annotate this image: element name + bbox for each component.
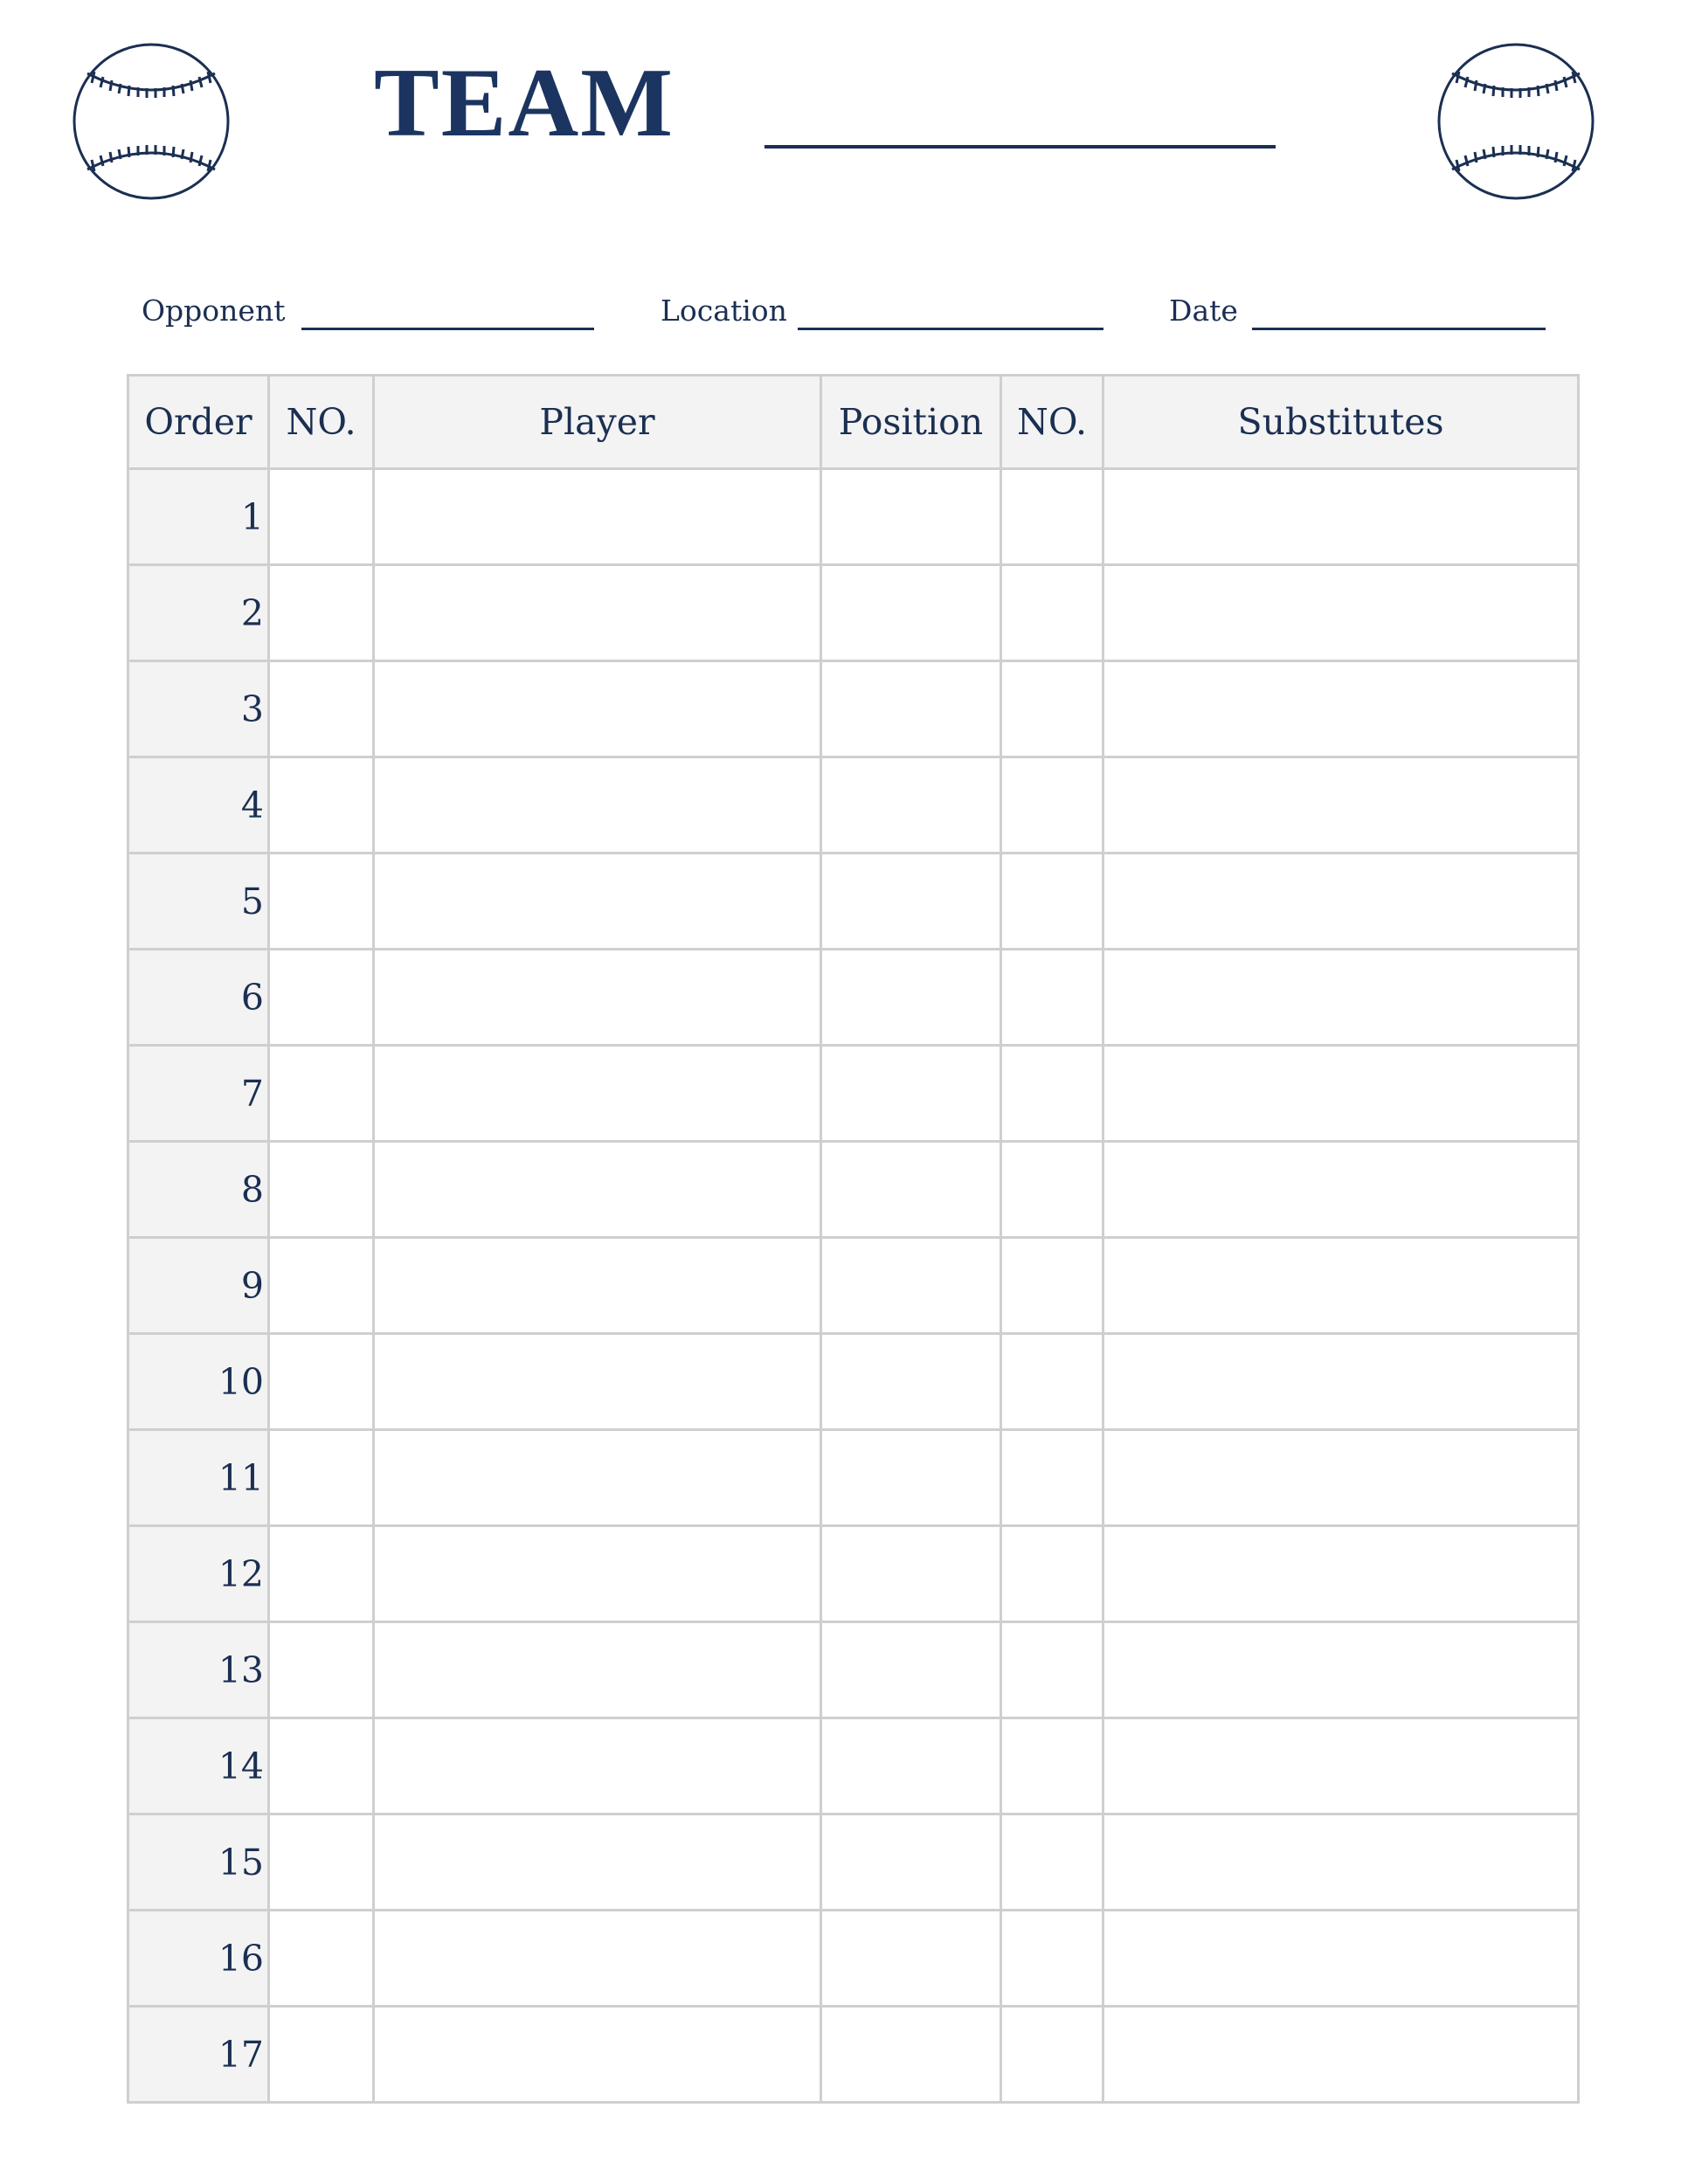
player-cell[interactable] [374,661,821,757]
order-cell: 3 [128,661,269,757]
number-cell[interactable] [269,1814,374,1911]
player-cell[interactable] [374,1142,821,1238]
order-cell: 6 [128,950,269,1046]
header-number: NO. [269,376,374,469]
position-cell[interactable] [821,1526,1001,1622]
header-sub-number: NO. [1001,376,1103,469]
header-player: Player [374,376,821,469]
table-row [128,1718,1579,1814]
table-row [128,854,1579,950]
order-cell: 4 [128,757,269,854]
sub-number-cell[interactable] [1001,1622,1103,1718]
position-cell[interactable] [821,1911,1001,2007]
baseball-icon [1433,38,1599,204]
sub-number-cell[interactable] [1001,1238,1103,1334]
position-cell[interactable] [821,1814,1001,1911]
substitutes-cell[interactable] [1103,1814,1579,1911]
sub-number-cell[interactable] [1001,565,1103,661]
substitutes-cell[interactable] [1103,469,1579,565]
sub-number-cell[interactable] [1001,1430,1103,1526]
table-row [128,1142,1579,1238]
player-cell[interactable] [374,1238,821,1334]
substitutes-cell[interactable] [1103,1911,1579,2007]
order-cell: 1 [128,469,269,565]
number-cell[interactable] [269,1046,374,1142]
substitutes-cell[interactable] [1103,1718,1579,1814]
sub-number-cell[interactable] [1001,1526,1103,1622]
order-cell: 5 [128,854,269,950]
sub-number-cell[interactable] [1001,950,1103,1046]
number-cell[interactable] [269,1238,374,1334]
position-cell[interactable] [821,1142,1001,1238]
sub-number-cell[interactable] [1001,469,1103,565]
table-row [128,1622,1579,1718]
table-row [128,469,1579,565]
order-cell: 12 [128,1526,269,1622]
player-cell[interactable] [374,757,821,854]
number-cell[interactable] [269,1718,374,1814]
table-row [128,1911,1579,2007]
table-row [128,661,1579,757]
player-cell[interactable] [374,950,821,1046]
position-cell[interactable] [821,1430,1001,1526]
player-cell[interactable] [374,469,821,565]
substitutes-cell[interactable] [1103,1430,1579,1526]
substitutes-cell[interactable] [1103,1334,1579,1430]
order-cell: 15 [128,1814,269,1911]
opponent-label: Opponent [142,294,286,328]
date-label: Date [1169,294,1238,328]
order-cell: 7 [128,1046,269,1142]
sub-number-cell[interactable] [1001,1718,1103,1814]
baseball-icon [68,38,234,204]
player-cell[interactable] [374,1046,821,1142]
table-row [128,1238,1579,1334]
number-cell[interactable] [269,1334,374,1430]
table-row [128,2007,1579,2103]
number-cell[interactable] [269,1911,374,2007]
date-line[interactable] [1252,328,1546,330]
number-cell[interactable] [269,950,374,1046]
table-row [128,1814,1579,1911]
number-cell[interactable] [269,1526,374,1622]
position-cell[interactable] [821,565,1001,661]
position-cell[interactable] [821,1622,1001,1718]
order-cell: 2 [128,565,269,661]
sub-number-cell[interactable] [1001,1142,1103,1238]
opponent-line[interactable] [301,328,594,330]
player-cell[interactable] [374,565,821,661]
sub-number-cell[interactable] [1001,1911,1103,2007]
substitutes-cell[interactable] [1103,757,1579,854]
player-cell[interactable] [374,1334,821,1430]
header-substitutes: Substitutes [1103,376,1579,469]
order-cell: 8 [128,1142,269,1238]
position-cell[interactable] [821,1718,1001,1814]
number-cell[interactable] [269,1430,374,1526]
substitutes-cell[interactable] [1103,1046,1579,1142]
number-cell[interactable] [269,469,374,565]
number-cell[interactable] [269,565,374,661]
number-cell[interactable] [269,854,374,950]
lineup-table [127,374,1580,2104]
location-line[interactable] [798,328,1103,330]
table-row [128,1046,1579,1142]
substitutes-cell[interactable] [1103,950,1579,1046]
player-cell[interactable] [374,1718,821,1814]
number-cell[interactable] [269,2007,374,2103]
table-row [128,1526,1579,1622]
order-cell: 11 [128,1430,269,1526]
substitutes-cell[interactable] [1103,1622,1579,1718]
team-name-line[interactable] [764,145,1276,149]
player-cell[interactable] [374,1911,821,2007]
number-cell[interactable] [269,1142,374,1238]
sub-number-cell[interactable] [1001,1046,1103,1142]
location-label: Location [661,294,787,328]
table-row [128,565,1579,661]
order-cell: 16 [128,1911,269,2007]
order-cell: 17 [128,2007,269,2103]
player-cell[interactable] [374,1526,821,1622]
order-cell: 14 [128,1718,269,1814]
substitutes-cell[interactable] [1103,854,1579,950]
position-cell[interactable] [821,1238,1001,1334]
sub-number-cell[interactable] [1001,2007,1103,2103]
player-cell[interactable] [374,2007,821,2103]
sub-number-cell[interactable] [1001,854,1103,950]
table-row [128,950,1579,1046]
position-cell[interactable] [821,1046,1001,1142]
position-cell[interactable] [821,1334,1001,1430]
position-cell[interactable] [821,854,1001,950]
sub-number-cell[interactable] [1001,1814,1103,1911]
player-cell[interactable] [374,1814,821,1911]
sub-number-cell[interactable] [1001,661,1103,757]
header-position: Position [821,376,1001,469]
team-title: TEAM [374,49,675,157]
header-order: Order [128,376,269,469]
substitutes-cell[interactable] [1103,1142,1579,1238]
substitutes-cell[interactable] [1103,661,1579,757]
table-row [128,757,1579,854]
order-cell: 9 [128,1238,269,1334]
position-cell[interactable] [821,469,1001,565]
substitutes-cell[interactable] [1103,1526,1579,1622]
order-cell: 13 [128,1622,269,1718]
position-cell[interactable] [821,661,1001,757]
table-header-row [128,376,1579,469]
table-row [128,1334,1579,1430]
position-cell[interactable] [821,950,1001,1046]
position-cell[interactable] [821,757,1001,854]
number-cell[interactable] [269,661,374,757]
position-cell[interactable] [821,2007,1001,2103]
sub-number-cell[interactable] [1001,757,1103,854]
player-cell[interactable] [374,1622,821,1718]
sub-number-cell[interactable] [1001,1334,1103,1430]
order-cell: 10 [128,1334,269,1430]
player-cell[interactable] [374,1430,821,1526]
number-cell[interactable] [269,1622,374,1718]
substitutes-cell[interactable] [1103,565,1579,661]
player-cell[interactable] [374,854,821,950]
number-cell[interactable] [269,757,374,854]
substitutes-cell[interactable] [1103,2007,1579,2103]
substitutes-cell[interactable] [1103,1238,1579,1334]
table-row [128,1430,1579,1526]
